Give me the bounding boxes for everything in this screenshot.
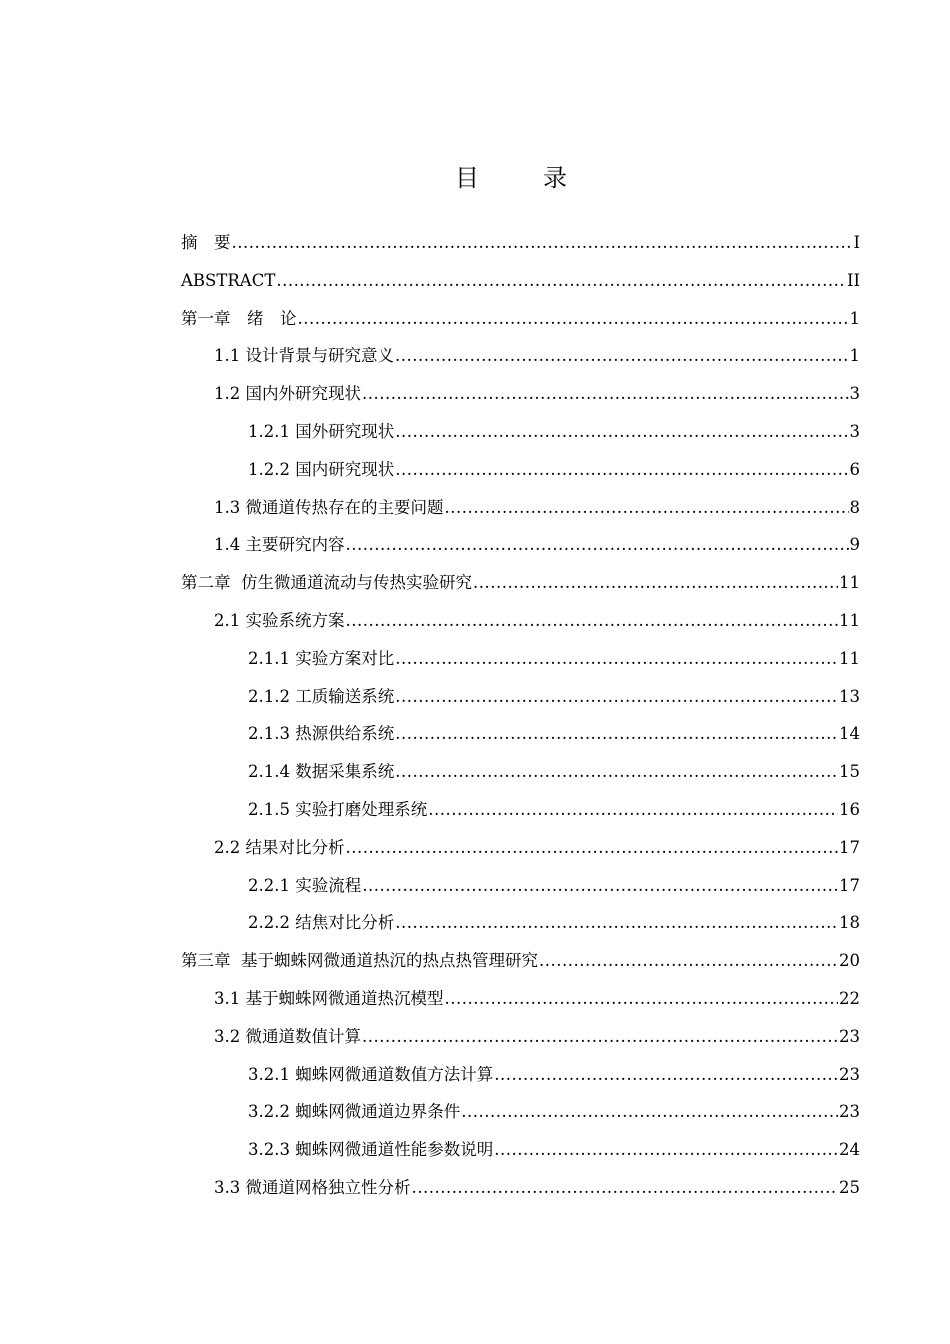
toc-dot-leader bbox=[362, 375, 849, 413]
toc-entry-page-number: 3 bbox=[849, 421, 860, 441]
toc-entry-page-number: 11 bbox=[839, 610, 860, 630]
toc-entry[interactable] bbox=[181, 791, 860, 829]
toc-dot-leader bbox=[395, 451, 848, 489]
toc-entry[interactable] bbox=[181, 1056, 860, 1094]
toc-entry-page-number: 11 bbox=[839, 648, 860, 668]
toc-dot-leader bbox=[395, 904, 838, 942]
toc-dot-leader bbox=[298, 300, 849, 338]
toc-entry[interactable] bbox=[181, 489, 860, 527]
toc-dot-leader bbox=[232, 224, 853, 262]
toc-entry[interactable] bbox=[181, 753, 860, 791]
toc-dot-leader bbox=[395, 715, 838, 753]
toc-entry-label: 第二章 仿生微通道流动与传热实验研究 bbox=[181, 573, 472, 593]
toc-entry-label: 2.1.2 工质输送系统 bbox=[248, 686, 395, 706]
toc-entry[interactable] bbox=[181, 526, 860, 564]
toc-dot-leader bbox=[395, 640, 838, 678]
toc-entry-page-number: 25 bbox=[839, 1177, 860, 1197]
toc-entry-label: 1.2 国内外研究现状 bbox=[214, 384, 361, 404]
toc-entry[interactable] bbox=[181, 1018, 860, 1056]
toc-dot-leader bbox=[494, 1131, 838, 1169]
toc-entry-page-number: 11 bbox=[839, 573, 860, 593]
toc-dot-leader bbox=[395, 413, 848, 451]
toc-entry-page-number: 23 bbox=[839, 1026, 860, 1046]
toc-entry-label: 2.1.1 实验方案对比 bbox=[248, 648, 395, 668]
toc-entry[interactable] bbox=[181, 451, 860, 489]
toc-entry[interactable] bbox=[181, 640, 860, 678]
toc-entry-label: 3.2 微通道数值计算 bbox=[214, 1026, 361, 1046]
toc-entry-page-number: 6 bbox=[849, 459, 860, 479]
toc-dot-leader bbox=[395, 753, 838, 791]
toc-entry-page-number: 17 bbox=[839, 875, 860, 895]
toc-dot-leader bbox=[346, 829, 839, 867]
toc-entry-page-number: 20 bbox=[839, 951, 860, 971]
toc-entry[interactable] bbox=[181, 678, 860, 716]
toc-entry-label: 第三章 基于蜘蛛网微通道热沉的热点热管理研究 bbox=[181, 951, 538, 971]
toc-entry[interactable] bbox=[181, 564, 860, 602]
toc-entry-label: 3.2.2 蜘蛛网微通道边界条件 bbox=[248, 1102, 461, 1122]
toc-entry-label: 1.1 设计背景与研究意义 bbox=[214, 346, 394, 366]
toc-entry-label: 2.1 实验系统方案 bbox=[214, 610, 345, 630]
toc-entry-label: 1.2.1 国外研究现状 bbox=[248, 421, 395, 441]
toc-entry-page-number: 3 bbox=[849, 384, 860, 404]
toc-entry-page-number: 17 bbox=[839, 837, 860, 857]
toc-dot-leader bbox=[395, 678, 838, 716]
toc-entry[interactable] bbox=[181, 262, 860, 300]
toc-dot-leader bbox=[412, 1169, 839, 1207]
toc-entry-page-number: 1 bbox=[849, 308, 860, 328]
toc-entry-page-number: 23 bbox=[839, 1064, 860, 1084]
toc-entry-page-number: 8 bbox=[849, 497, 860, 517]
toc-entry[interactable] bbox=[181, 942, 860, 980]
toc-entry-page-number: 15 bbox=[839, 762, 860, 782]
toc-entry-page-number: 23 bbox=[839, 1102, 860, 1122]
toc-dot-leader bbox=[445, 489, 849, 527]
toc-dot-leader bbox=[473, 564, 838, 602]
toc-entry-label: 2.1.3 热源供给系统 bbox=[248, 724, 395, 744]
toc-entry-page-number: I bbox=[853, 233, 860, 252]
toc-dot-leader bbox=[362, 1018, 838, 1056]
toc-entry[interactable] bbox=[181, 867, 860, 905]
toc-dot-leader bbox=[346, 602, 839, 640]
toc-entry-page-number: 1 bbox=[849, 346, 860, 366]
toc-entry-label: 3.3 微通道网格独立性分析 bbox=[214, 1177, 411, 1197]
toc-entry-label: 摘 要 bbox=[181, 233, 231, 252]
toc-entry[interactable] bbox=[181, 980, 860, 1018]
toc-entry-label: 2.2.2 结焦对比分析 bbox=[248, 913, 395, 933]
toc-entry-page-number: 24 bbox=[839, 1140, 860, 1160]
toc-entry[interactable] bbox=[181, 829, 860, 867]
toc-dot-leader bbox=[461, 1093, 838, 1131]
toc-entry-label: 2.2.1 实验流程 bbox=[248, 875, 362, 895]
toc-entry[interactable] bbox=[181, 337, 860, 375]
toc-entry-label: 2.1.4 数据采集系统 bbox=[248, 762, 395, 782]
toc-entry[interactable] bbox=[181, 1131, 860, 1169]
toc-entry-page-number: 18 bbox=[839, 913, 860, 933]
toc-dot-leader bbox=[445, 980, 839, 1018]
toc-entry-label: 1.2.2 国内研究现状 bbox=[248, 459, 395, 479]
toc-entry-page-number: 13 bbox=[839, 686, 860, 706]
toc-entry[interactable] bbox=[181, 1093, 860, 1131]
toc-title: 目 录 bbox=[455, 164, 587, 192]
toc-entry[interactable] bbox=[181, 224, 860, 262]
toc-entry-label: 第一章 绪 论 bbox=[181, 308, 297, 328]
toc-entry-label: 2.2 结果对比分析 bbox=[214, 837, 345, 857]
toc-dot-leader bbox=[428, 791, 838, 829]
toc-dot-leader bbox=[362, 867, 838, 905]
toc-entry-page-number: 14 bbox=[839, 724, 860, 744]
toc-dot-leader bbox=[346, 526, 849, 564]
toc-list bbox=[181, 224, 860, 1207]
toc-entry-page-number: 9 bbox=[849, 535, 860, 555]
toc-dot-leader bbox=[395, 337, 849, 375]
toc-entry-label: 3.1 基于蜘蛛网微通道热沉模型 bbox=[214, 988, 444, 1008]
toc-entry-label: 3.2.3 蜘蛛网微通道性能参数说明 bbox=[248, 1140, 494, 1160]
toc-entry[interactable] bbox=[181, 715, 860, 753]
toc-entry[interactable] bbox=[181, 904, 860, 942]
toc-entry-label: 2.1.5 实验打磨处理系统 bbox=[248, 799, 428, 819]
toc-entry[interactable] bbox=[181, 300, 860, 338]
toc-entry[interactable] bbox=[181, 1169, 860, 1207]
toc-entry-page-number: II bbox=[846, 270, 860, 290]
toc-entry-page-number: 16 bbox=[839, 799, 860, 819]
toc-entry[interactable] bbox=[181, 602, 860, 640]
toc-entry-label: 3.2.1 蜘蛛网微通道数值方法计算 bbox=[248, 1064, 494, 1084]
toc-entry[interactable] bbox=[181, 375, 860, 413]
toc-dot-leader bbox=[276, 262, 846, 300]
toc-entry-page-number: 22 bbox=[839, 988, 860, 1008]
toc-entry-label: ABSTRACT bbox=[181, 270, 276, 290]
toc-entry-label: 1.3 微通道传热存在的主要问题 bbox=[214, 497, 444, 517]
toc-dot-leader bbox=[539, 942, 838, 980]
toc-entry[interactable] bbox=[181, 413, 860, 451]
toc-dot-leader bbox=[494, 1056, 838, 1094]
toc-entry-label: 1.4 主要研究内容 bbox=[214, 535, 345, 555]
